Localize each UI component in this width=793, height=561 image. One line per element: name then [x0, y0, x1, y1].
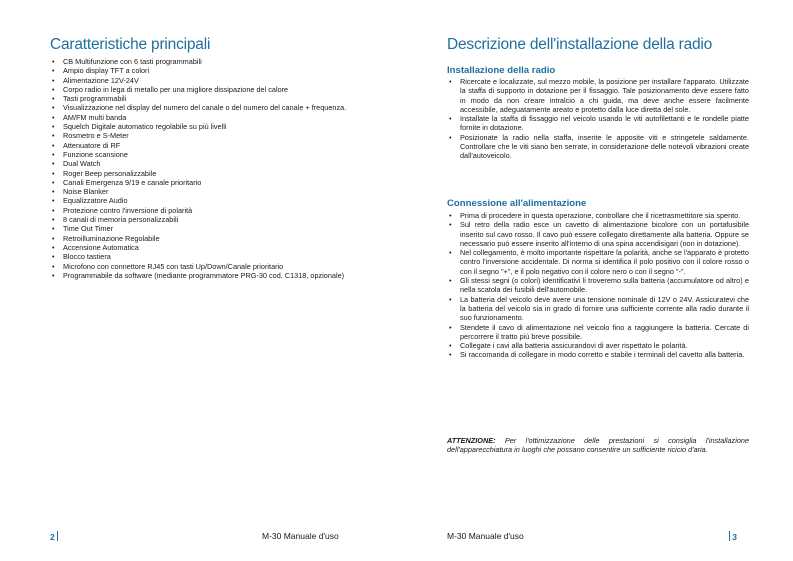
feature-item: • Corpo radio in lega di metallo per una migliore dissipazione del calore: [50, 85, 350, 94]
feature-item: • Squelch Digitale automatico regolabile su più livelli: [50, 122, 350, 131]
power-list: [447, 211, 749, 360]
feature-item: • Programmabile da software (mediante programmatore PRG-30 cod. C1318, opzionale): [50, 271, 350, 280]
page-divider: [729, 531, 730, 541]
feature-item: • Attenuatore di RF: [50, 141, 350, 150]
feature-item: • Canali Emergenza 9/19 e canale prioritario: [50, 178, 350, 187]
power-item: • Gli stessi segni (o colori) identificativi li troveremo sulla batteria (accumulatore od altro) e nella scatola dei fusibili dell'automobile.: [447, 276, 749, 295]
installation-title: Descrizione dell'installazione della radio: [447, 36, 713, 53]
installation-item: • Posizionate la radio nella staffa, inserite le apposite viti e stringetele saldamente. Controllare che le viti siano ben serrate, in considerazione delle notevoli vibrazioni create dall'autoveicolo.: [447, 133, 749, 161]
page-divider: [57, 531, 58, 541]
feature-item: • Alimentazione 12V-24V: [50, 76, 350, 85]
feature-item: • Tasti programmabili: [50, 94, 350, 103]
feature-item: • 8 canali di memoria personalizzabili: [50, 215, 350, 224]
power-item: • Prima di procedere in questa operazione, controllare che il ricetrasmettitore sia spento.: [447, 211, 749, 220]
feature-item: • Retroilluminazione Regolabile: [50, 234, 350, 243]
warning-text: Per l'ottimizzazione delle prestazioni si consiglia l'installazione dell'apparecchiatura in luoghi che possano consentire un sufficiente ricicio d'aria.: [447, 436, 749, 455]
installation-heading: Installazione della radio: [447, 65, 556, 76]
feature-item: • Time Out Timer: [50, 224, 350, 233]
installation-item: • Ricercate e localizzate, sul mezzo mobile, la posizione per installare l'apparato. Utilizzate la staffa di supporto in dotazione per il fissaggio. Tale posizionamento deve essere fatto in modo da non creare intralcio a chi guida, ma deve anche essere facilmente accessibile, adeguatamente areato e protetto dalla luce diretta del sole.: [447, 77, 749, 114]
feature-item: • Protezione contro l'inversione di polarità: [50, 206, 350, 215]
feature-item: • Dual Watch: [50, 159, 350, 168]
power-item: • La batteria del veicolo deve avere una tensione nominale di 12V o 24V. Assicuratevi che la batteria del veicolo sia in grado di fornire una sufficiente corrente alla radio durante il suo funzionamento.: [447, 295, 749, 323]
power-item: • Stendete il cavo di alimentazione nel veicolo fino a raggiungere la batteria. Cercate di percorrere il tratto più breve possibile.: [447, 323, 749, 342]
right-page: [397, 0, 793, 561]
feature-item: • Rosmetro e S-Meter: [50, 131, 350, 140]
power-item: • Si raccomanda di collegare in modo corretto e stabile i terminali del cavetto alla batteria.: [447, 350, 749, 359]
feature-item: • Visualizzazione nel display del numero del canale o del numero del canale + frequenza.: [50, 103, 350, 112]
installation-item: • Installate la staffa di fissaggio nel veicolo usando le viti autofilettanti e le rondelle piatte fornite in dotazione.: [447, 114, 749, 133]
feature-item: • CB Multifunzione con 6 tasti programmabili: [50, 57, 350, 66]
right-page-number: [727, 531, 737, 542]
power-heading: Connessione all'alimentazione: [447, 198, 587, 209]
page-number: 3: [732, 532, 738, 542]
feature-item: • Accensione Automatica: [50, 243, 350, 252]
feature-item: • AM/FM multi banda: [50, 113, 350, 122]
feature-item: • Microfono con connettore RJ45 con tasti Up/Down/Canale prioritario: [50, 262, 350, 271]
feature-item: • Ampio display TFT a colori: [50, 66, 350, 75]
feature-item: • Blocco tastiera: [50, 252, 350, 261]
warning-note: [447, 436, 749, 455]
power-item: • Collegate i cavi alla batteria assicurandovi di aver rispettato le polarità.: [447, 341, 749, 350]
left-page-number: [50, 531, 60, 542]
page-number: 2: [50, 532, 55, 542]
features-title: Caratteristiche principali: [50, 36, 211, 53]
feature-item: • Funzione scansione: [50, 150, 350, 159]
right-footer-title: M-30 Manuale d'uso: [447, 531, 524, 541]
feature-item: • Roger Beep personalizzabile: [50, 169, 350, 178]
installation-list: [447, 77, 749, 161]
feature-item: • Equalizzatore Audio: [50, 196, 350, 205]
left-page: [0, 0, 396, 561]
left-footer-title: M-30 Manuale d'uso: [262, 531, 339, 541]
features-list: [50, 57, 350, 280]
power-item: • Sul retro della radio esce un cavetto di alimentazione bicolore con un portafusibile inserito sul cavo rosso. Il cavo può essere collegato direttamente alla batteria. Oppure se necessario può essere inserito all'interno di una spina accendisigari (non in dotazione).: [447, 220, 749, 248]
power-item: • Nel collegamento, è molto importante rispettare la polarità, anche se l'apparato è protetto contro l'inversione accidentale. Di norma si identifica il polo positivo con il colore rosso o con il segno "+", e il polo negativo con il colore nero o con il segno "-".: [447, 248, 749, 276]
feature-item: • Noise Blanker: [50, 187, 350, 196]
warning-label: ATTENZIONE:: [447, 436, 496, 445]
